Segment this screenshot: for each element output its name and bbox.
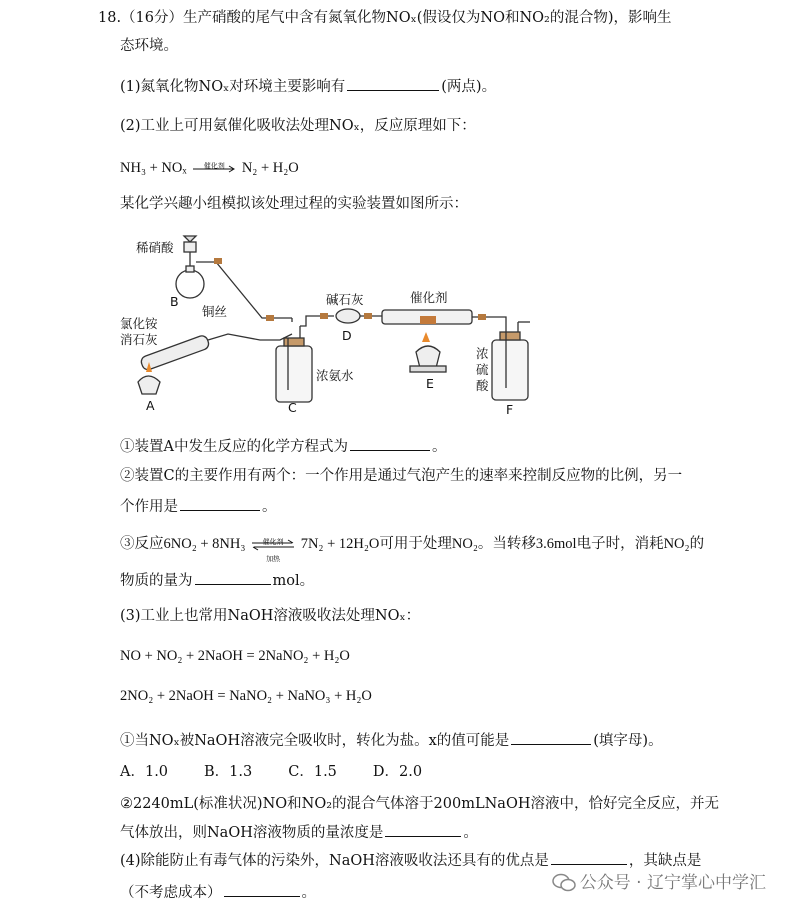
- label-acid: 酸: [476, 378, 489, 393]
- part1-text: (1)氮氧化物NOₓ对环境主要影响有: [120, 79, 346, 95]
- q2-2b-end: 。: [262, 499, 277, 515]
- answer-blank-2[interactable]: [350, 436, 430, 451]
- watermark-text: 公众号 · 辽宁掌心中学汇: [579, 873, 766, 893]
- equation-1-right: N₂ + H₂O: [241, 160, 299, 176]
- arrow-icon: [193, 162, 235, 176]
- q2-3-condition-top: 催化剂: [262, 537, 284, 546]
- options-row: [120, 762, 458, 782]
- part4a-text: (4)除能防止有毒气体的污染外，NaOH溶液吸收法还具有的优点是: [120, 853, 549, 869]
- equation-2: NO + NO₂ + 2NaOH = 2NaNO₂ + H₂O: [120, 648, 350, 664]
- answer-blank-7[interactable]: [551, 850, 627, 865]
- label-catalyst: 催化剂: [410, 290, 448, 305]
- part1: [120, 76, 496, 97]
- part1-end: (两点)。: [441, 79, 497, 95]
- part4b-text: （不考虑成本）: [120, 885, 222, 901]
- q2-1-end: 。: [431, 439, 447, 455]
- option-A[interactable]: A．1.0: [120, 764, 169, 780]
- q2-3b-end: mol。: [272, 573, 315, 589]
- answer-blank-3[interactable]: [180, 496, 260, 511]
- answer-blank-8[interactable]: [224, 882, 300, 897]
- q3-2b: [120, 822, 478, 843]
- option-D[interactable]: D．2.0: [372, 764, 423, 780]
- q2-3: [120, 534, 705, 563]
- q2-3-right: 7N₂ + 12H₂O可用于处理NO₂。当转移3.6mol电子时，消耗NO₂的: [300, 536, 705, 552]
- label-B: B: [170, 294, 179, 309]
- option-C[interactable]: C．1.5: [288, 764, 337, 780]
- q2-3-condition-bottom: 加热: [266, 554, 281, 563]
- wechat-icon: [552, 873, 576, 893]
- q3-1: [120, 730, 663, 751]
- q3-2b-text: 气体放出，则NaOH溶液物质的量浓度是: [120, 825, 384, 841]
- answer-blank-5[interactable]: [511, 730, 591, 745]
- q2-3b-text: 物质的量为: [120, 573, 193, 589]
- label-E: E: [426, 376, 434, 391]
- label-sulfuric: 硫: [476, 362, 489, 377]
- q2-2b-text: 个作用是: [120, 499, 178, 515]
- label-conc: 浓: [476, 346, 489, 361]
- q2-2a: ②装置C的主要作用有两个：一个作用是通过气泡产生的速率来控制反应物的比例，另一: [120, 468, 683, 484]
- part2: (2)工业上可用氨催化吸收法处理NOₓ，反应原理如下：: [120, 118, 476, 134]
- q3-1-text: ①当NOₓ被NaOH溶液完全吸收时，转化为盐。x的值可能是: [120, 733, 510, 749]
- label-dilute-nitric: 稀硝酸: [136, 240, 174, 255]
- q2-1-text: ①装置A中发生反应的化学方程式为: [120, 439, 348, 455]
- label-D: D: [342, 328, 352, 343]
- label-nh4cl: 氯化铵: [120, 316, 158, 331]
- part2-intro: 某化学兴趣小组模拟该处理过程的实验装置如图所示：: [120, 196, 468, 212]
- label-soda-lime: 碱石灰: [326, 292, 364, 307]
- part4b: [120, 882, 316, 903]
- q3-1-end: (填字母)。: [593, 733, 663, 749]
- q2-3b: [120, 570, 314, 591]
- part4b-end: 。: [301, 885, 316, 901]
- question-header-cont: 态环境。: [120, 38, 178, 54]
- question-header: 18.（16分）生产硝酸的尾气中含有氮氧化物NOₓ(假设仅为NO和NO₂的混合物)，影响生: [98, 10, 672, 26]
- label-limewater: 消石灰: [120, 332, 158, 347]
- equation-1-left: NH₃ + NOₓ: [120, 160, 187, 176]
- equation-1: [120, 158, 299, 178]
- watermark: [552, 868, 766, 893]
- answer-blank-1[interactable]: [347, 76, 439, 91]
- q2-3-left: ③反应6NO₂ + 8NH₃: [120, 536, 246, 552]
- q3-2b-end: 。: [463, 825, 478, 841]
- answer-blank-6[interactable]: [385, 822, 461, 837]
- label-F: F: [506, 402, 514, 417]
- equation-3: 2NO₂ + 2NaOH = NaNO₂ + NaNO₃ + H₂O: [120, 688, 372, 704]
- q2-2b: [120, 496, 277, 517]
- label-ammonia: 浓氨水: [316, 368, 354, 383]
- part3: (3)工业上也常用NaOH溶液吸收法处理NOₓ：: [120, 608, 421, 624]
- q3-2a: ②2240mL(标准状况)NO和NO₂的混合气体溶于200mLNaOH溶液中，恰好完全反应，并无: [120, 796, 719, 812]
- option-B[interactable]: B．1.3: [204, 764, 253, 780]
- equilibrium-arrow: [252, 537, 294, 563]
- part4a-end: ，其缺点是: [628, 853, 702, 869]
- q2-1: [120, 436, 446, 457]
- equation-1-condition: 催化剂: [203, 161, 225, 170]
- label-C: C: [288, 400, 297, 415]
- label-copper: 铜丝: [202, 304, 228, 319]
- experiment-apparatus-diagram: [120, 222, 550, 420]
- answer-blank-4[interactable]: [195, 570, 271, 585]
- label-A: A: [146, 398, 155, 413]
